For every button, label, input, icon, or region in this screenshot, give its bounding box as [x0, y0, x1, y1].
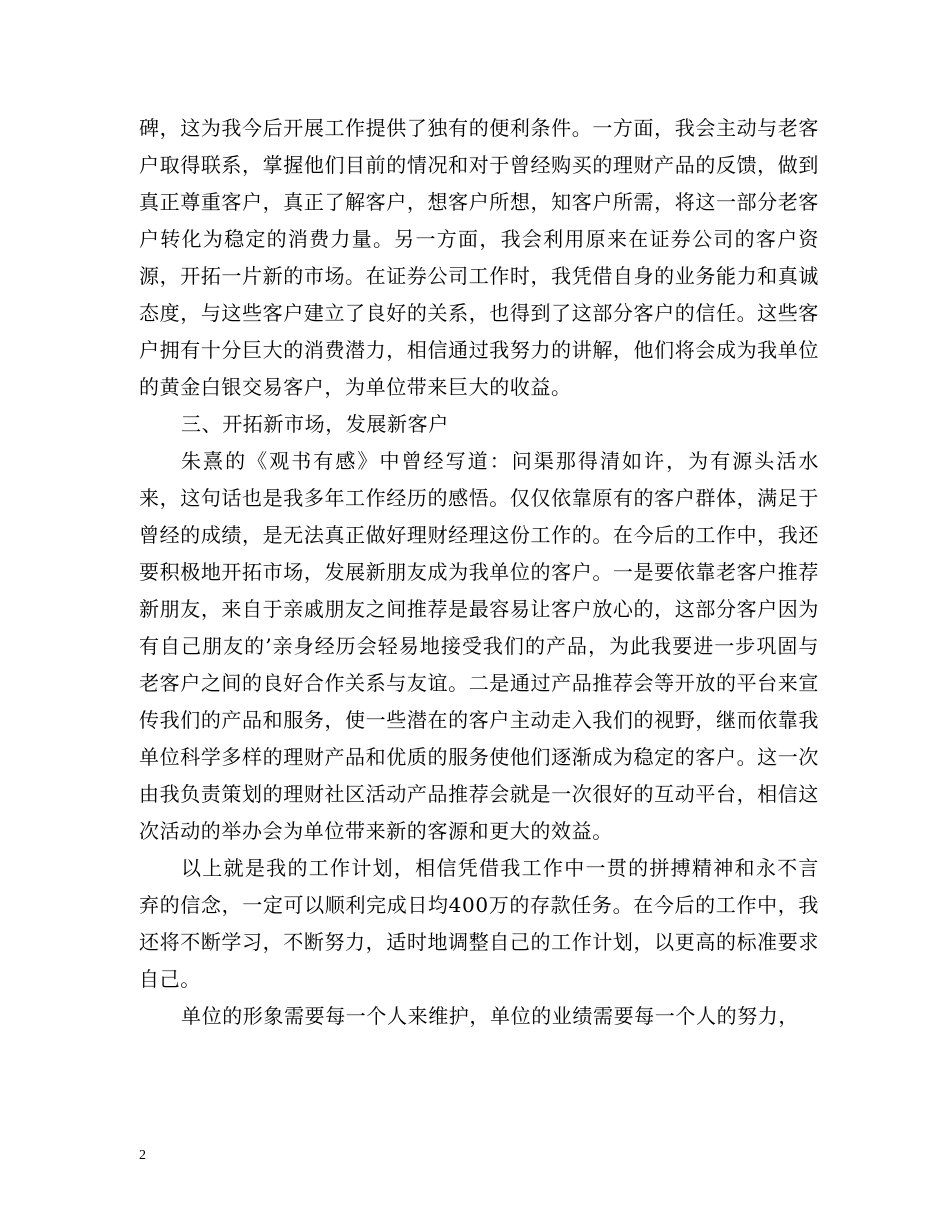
page-number: 2 — [139, 1148, 146, 1163]
paragraph-new-market: 朱熹的《观书有感》中曾经写道：问渠那得清如许，为有源头活水来，这句话也是我多年工作经历的感悟。仅仅依靠原有的客户群体，满足于曾经的成绩，是无法真正做好理财经理这份工作的。在今后的工作中，我还要积极地开拓市场，发展新朋友成为我单位的客户。一是要依靠老客户推荐新朋友，来自于亲戚朋友之间推荐是最容易让客户放心的，这部分客户因为有自己朋友的’亲身经历会轻易地接受我们的产品，为此我要进一步巩固与老客户之间的良好合作关系与友谊。二是通过产品推荐会等开放的平台来宣传我们的产品和服务，使一些潜在的客户主动走入我们的视野，继而依靠我单位科学多样的理财产品和优质的服务使他们逐渐成为稳定的客户。这一次由我负责策划的理财社区活动产品推荐会就是一次很好的互动平台，相信这次活动的举办会为单位带来新的客源和更大的效益。 — [139, 449, 819, 843]
document-body — [139, 110, 819, 1035]
paragraph-closing: 单位的形象需要每一个人来维护，单位的业绩需要每一个人的努力， — [181, 1004, 799, 1028]
paragraph-work-plan: 以上就是我的工作计划，相信凭借我工作中一贯的拼搏精神和永不言弃的信念，一定可以顺利完成日均400万的存款任务。在今后的工作中，我还将不断学习，不断努力，适时地调整自己的工作计划，以更高的标准要求自己。 — [139, 856, 819, 991]
section-heading: 三、开拓新市场，发展新客户 — [181, 412, 449, 436]
paragraph-continued: 碑，这为我今后开展工作提供了独有的便利条件。一方面，我会主动与老客户取得联系，掌握他们目前的情况和对于曾经购买的理财产品的反馈，做到真正尊重客户，真正了解客户，想客户所想，知客户所需，将这一部分老客户转化为稳定的消费力量。另一方面，我会利用原来在证券公司的客户资源，开拓一片新的市场。在证券公司工作时，我凭借自身的业务能力和真诚态度，与这些客户建立了良好的关系，也得到了这部分客户的信任。这些客户拥有十分巨大的消费潜力，相信通过我努力的讲解，他们将会成为我单位的黄金白银交易客户，为单位带来巨大的收益。 — [139, 116, 819, 399]
